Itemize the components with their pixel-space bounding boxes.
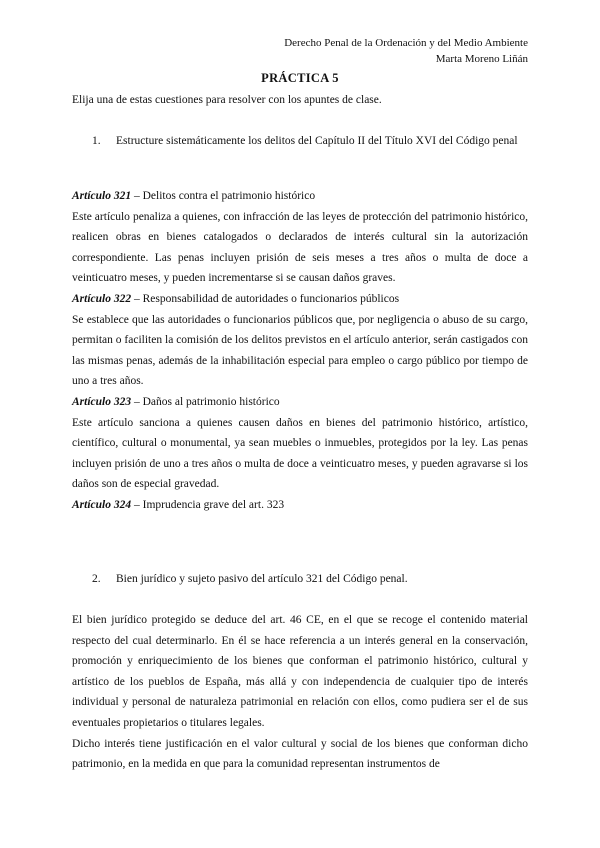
article-label: Artículo 323 [72,395,132,408]
question-number: 2. [92,573,101,585]
article-heading: – Responsabilidad de autoridades o funcionarios públicos [131,292,400,305]
article-321-body: Este artículo penaliza a quienes, con infracción de las leyes de protección del patrimonio histórico, realicen obras en bienes catalogados o declarados de interés cultural sin la autorización correspondiente. Las penas incluyen prisión de seis meses a tres años o multa de doce a veinticuatro meses, y pueden incrementarse si se causan daños graves. [72,210,528,285]
question-number: 1. [92,135,101,147]
article-label: Artículo 322 [72,292,132,305]
article-324-title [72,495,528,516]
article-321-title [72,186,528,207]
answer-2-section [72,610,528,775]
answer-paragraph: Dicho interés tiene justificación en el valor cultural y social de los bienes que conforman dicho patrimonio, en la medida en que para la comunidad representan instrumentos de [72,737,528,771]
article-heading: – Imprudencia grave del art. 323 [131,498,285,511]
header-author: Marta Moreno Liñán [435,53,528,65]
question-text: Estructure sistemáticamente los delitos del Capítulo II del Título XVI del Código penal [116,135,518,147]
article-heading: – Delitos contra el patrimonio histórico [131,190,316,202]
article-heading: – Daños al patrimonio histórico [131,395,280,408]
article-label: Artículo 324 [72,498,132,511]
articles-section [72,186,528,516]
header-course: Derecho Penal de la Ordenación y del Medio Ambiente [284,37,528,49]
article-322-title [72,289,528,310]
article-323-title [72,392,528,413]
intro-text: Elija una de estas cuestiones para resolver con los apuntes de clase. [72,94,382,106]
page-title: PRÁCTICA 5 [261,71,339,85]
answer-paragraph: El bien jurídico protegido se deduce del art. 46 CE, en el que se recoge el contenido material respecto del cual determinarlo. En él se hace referencia a un interés general en la conservación, promoción y enriquecimiento de los bienes que conforman el patrimonio histórico, cultural y artístico de los pueblos de España, más allá y con independencia de cualquier tipo de interés individual y personal de naturaleza patrimonial en relación con ellos, como pudiera ser el de sus eventuales propietarios o titulares legales. [72,614,528,729]
question-text: Bien jurídico y sujeto pasivo del artículo 321 del Código penal. [116,573,408,585]
article-322-body: Se establece que las autoridades o funcionarios públicos que, por negligencia o abuso de su cargo, permitan o faciliten la comisión de los delitos previstos en el artículo anterior, serán castigados con las mismas penas, además de la inhabilitación especial para empleo o cargo público por tiempo de uno a tres años. [72,313,528,388]
question-1 [92,131,528,151]
article-label: Artículo 321 [72,190,132,202]
page-header [284,35,528,67]
article-323-body: Este artículo sanciona a quienes causen daños en bienes del patrimonio histórico, artístico, científico, cultural o monumental, ya sean muebles o inmuebles, protegidos por la ley. Las penas incluyen prisión de uno a tres años o multa de doce a veinticuatro meses, y pueden agravarse si los daños son de especial gravedad. [72,416,528,491]
question-2 [92,569,528,589]
